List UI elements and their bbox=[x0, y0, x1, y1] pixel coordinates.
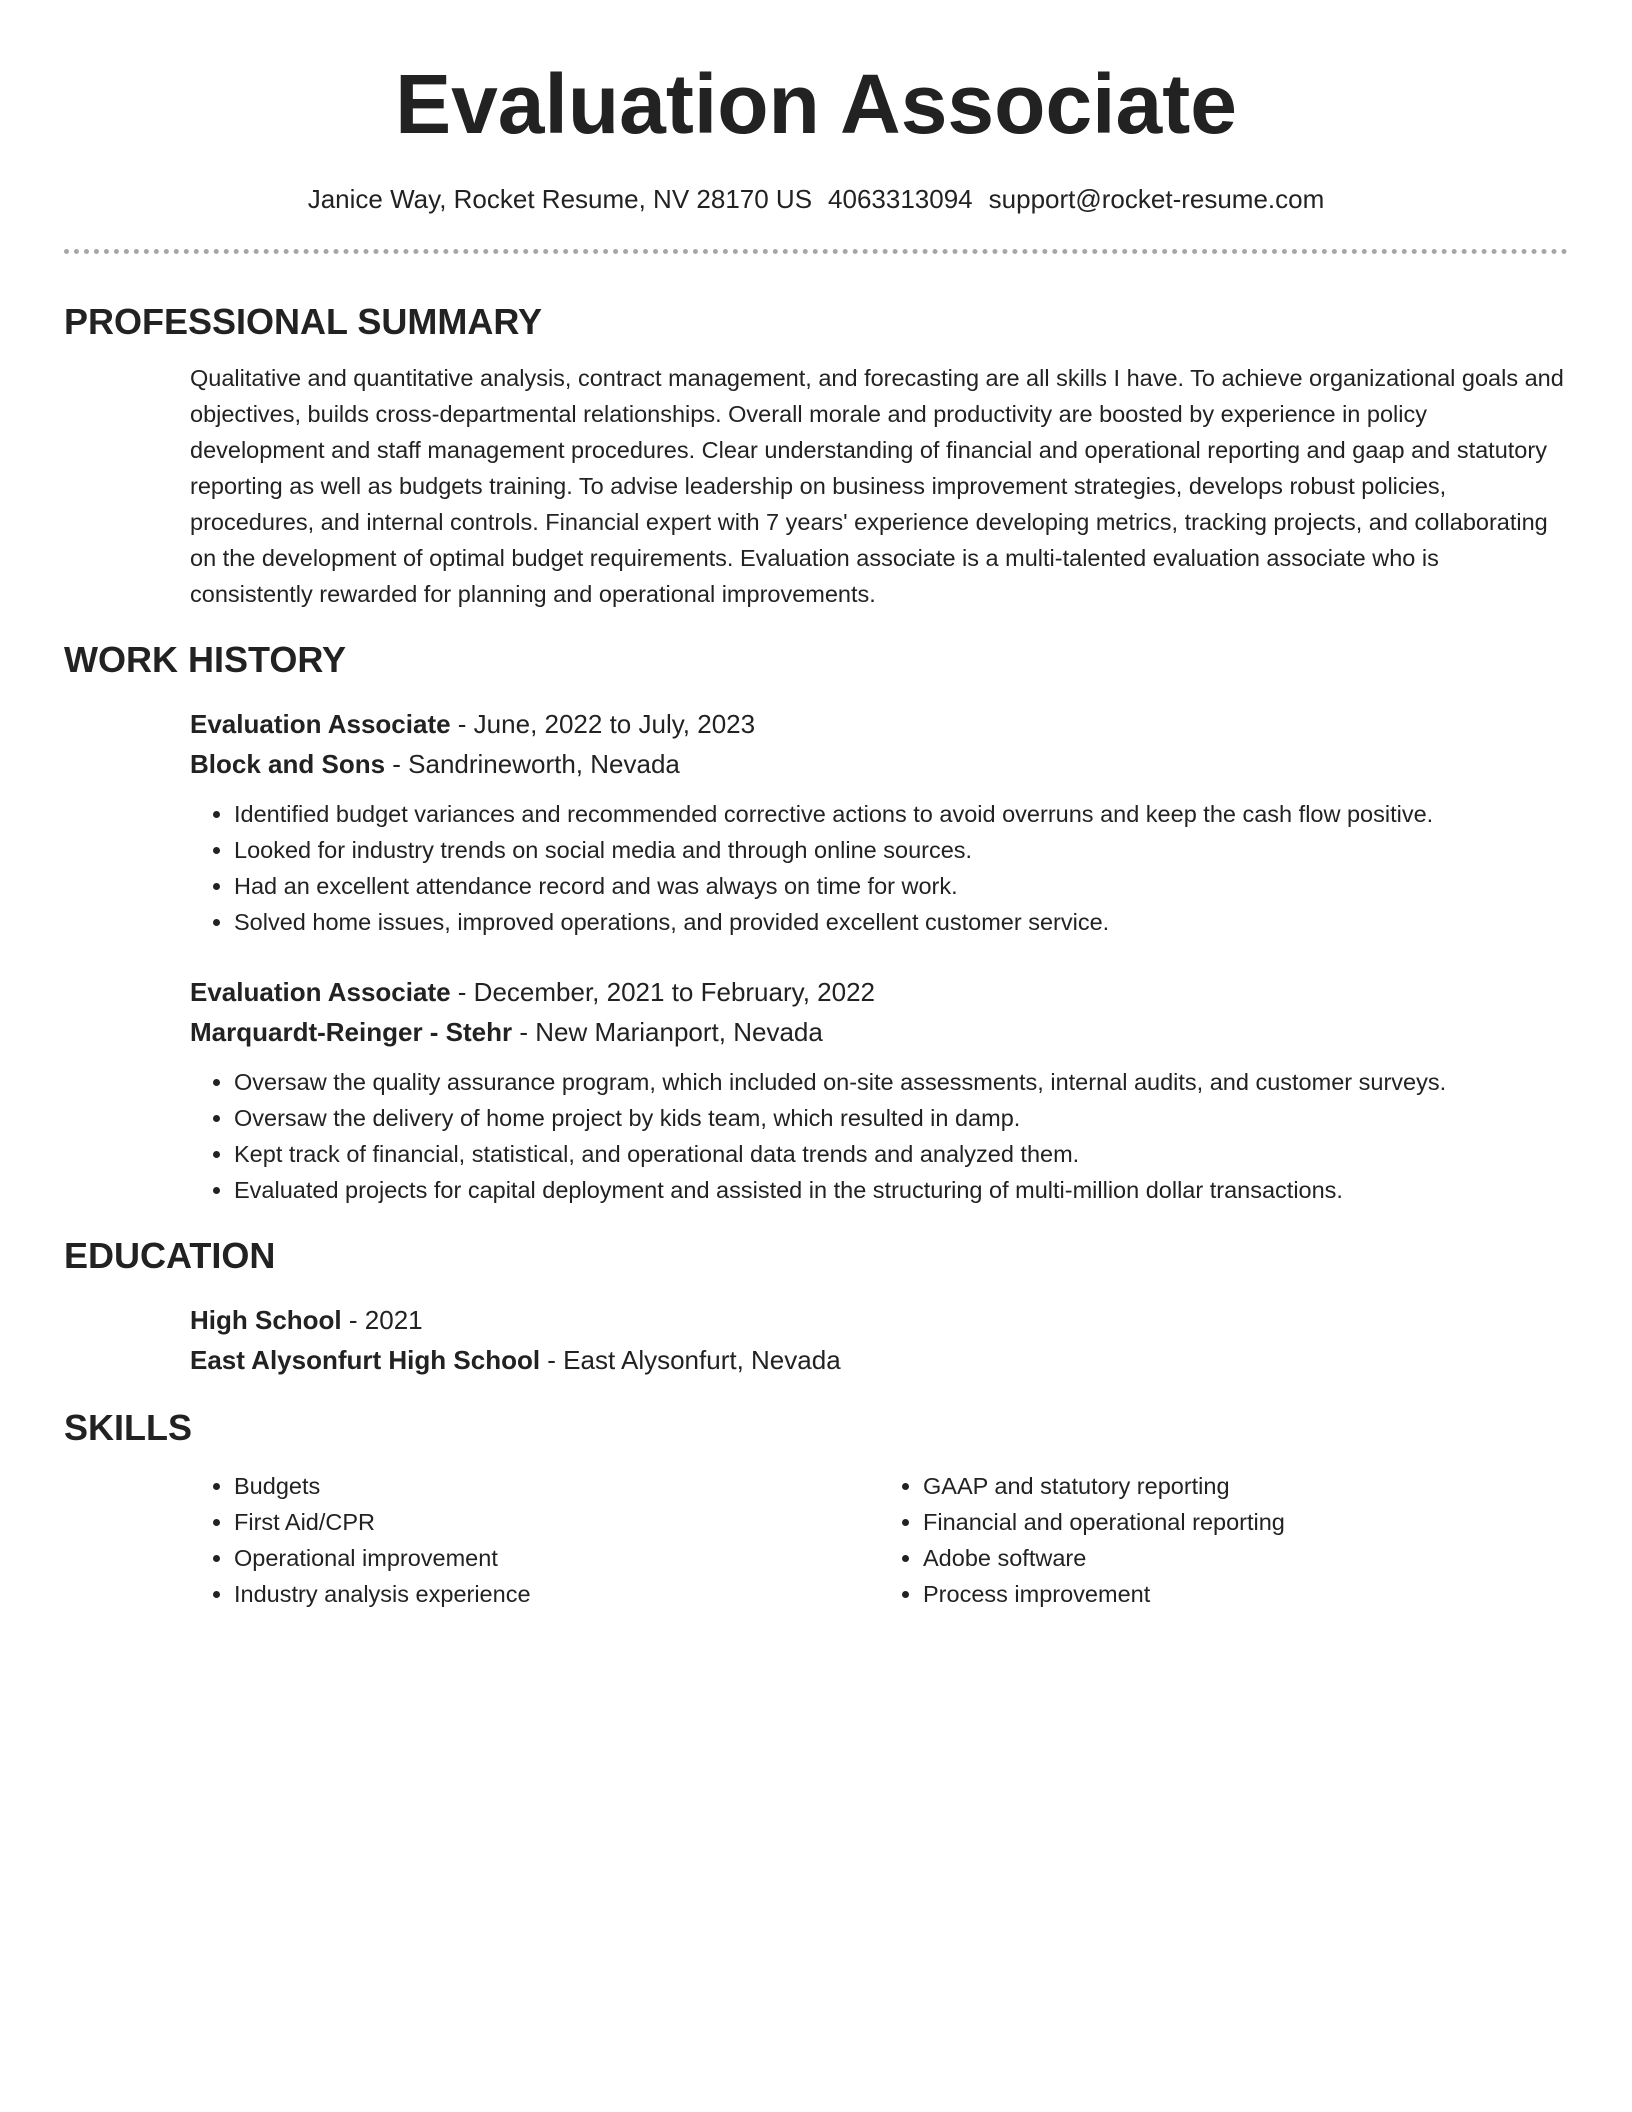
job-entry bbox=[190, 972, 1568, 1208]
skill-item: • First Aid/CPR bbox=[234, 1504, 879, 1540]
list-item: • Oversaw the delivery of home project by kids team, which resulted in damp. bbox=[234, 1100, 1568, 1136]
job-entry bbox=[190, 704, 1568, 940]
skill-item: • Budgets bbox=[234, 1468, 879, 1504]
education-entry bbox=[190, 1300, 1568, 1380]
list-item: • Kept track of financial, statistical, and operational data trends and analyzed them. bbox=[234, 1136, 1568, 1172]
summary-text: Qualitative and quantitative analysis, contract management, and forecasting are all skills I have. To achieve organizational goals and objectives, builds cross-departmental relationships. Overall morale and productivity are boosted by experience in policy development and staff management procedures. Clear understanding of financial and operational reporting and gaap and statutory reporting as well as budgets training. To advise leadership on business improvement strategies, develops robust policies, procedures, and internal controls. Financial expert with 7 years' experience developing metrics, tracking projects, and collaborating on the development of optimal budget requirements. Evaluation associate is a multi-talented evaluation associate who is consistently rewarded for planning and operational improvements. bbox=[190, 365, 1564, 607]
list-item: • Oversaw the quality assurance program, which included on-site assessments, internal audits, and customer surveys. bbox=[234, 1064, 1568, 1100]
skill-item: • Process improvement bbox=[923, 1576, 1568, 1612]
job-bullets bbox=[190, 1064, 1568, 1208]
resume-name-title: Evaluation Associate bbox=[395, 57, 1237, 151]
list-item: • Identified budget variances and recommended corrective actions to avoid overruns and keep the cash flow positive. bbox=[234, 796, 1568, 832]
education-year: - 2021 bbox=[341, 1305, 423, 1335]
education-location: - East Alysonfurt, Nevada bbox=[540, 1345, 841, 1375]
job-location: - Sandrineworth, Nevada bbox=[385, 749, 680, 779]
job-role: Evaluation Associate bbox=[190, 709, 451, 739]
skill-item: • Operational improvement bbox=[234, 1540, 879, 1576]
list-item: • Evaluated projects for capital deployment and assisted in the structuring of multi-million dollar transactions. bbox=[234, 1172, 1568, 1208]
job-company-line bbox=[190, 744, 1568, 784]
section-title-work-history: WORK HISTORY bbox=[64, 639, 347, 680]
list-item: • Solved home issues, improved operations, and provided excellent customer service. bbox=[234, 904, 1568, 940]
list-item: • Had an excellent attendance record and was always on time for work. bbox=[234, 868, 1568, 904]
job-bullets bbox=[190, 796, 1568, 940]
contact-phone: 4063313094 bbox=[828, 184, 973, 214]
education-school: East Alysonfurt High School bbox=[190, 1345, 541, 1375]
job-dates: - June, 2022 to July, 2023 bbox=[450, 709, 756, 739]
skills-grid bbox=[190, 1468, 1568, 1612]
skills-column-right bbox=[879, 1468, 1568, 1612]
skill-item: • Industry analysis experience bbox=[234, 1576, 879, 1612]
job-dates: - December, 2021 to February, 2022 bbox=[450, 977, 875, 1007]
job-role: Evaluation Associate bbox=[190, 977, 451, 1007]
header-divider bbox=[64, 249, 1568, 254]
job-role-line bbox=[190, 972, 1568, 1012]
contact-address: Janice Way, Rocket Resume, NV 28170 US bbox=[307, 184, 813, 214]
list-item: • Looked for industry trends on social media and through online sources. bbox=[234, 832, 1568, 868]
job-location: - New Marianport, Nevada bbox=[512, 1017, 823, 1047]
job-role-line bbox=[190, 704, 1568, 744]
contact-line bbox=[64, 182, 1568, 216]
section-title-education: EDUCATION bbox=[64, 1235, 276, 1276]
skills-column-left bbox=[190, 1468, 879, 1612]
education-degree: High School bbox=[190, 1305, 342, 1335]
skill-item: • GAAP and statutory reporting bbox=[923, 1468, 1568, 1504]
skill-item: • Adobe software bbox=[923, 1540, 1568, 1576]
section-title-summary: PROFESSIONAL SUMMARY bbox=[64, 301, 543, 342]
job-company: Marquardt-Reinger - Stehr bbox=[190, 1017, 513, 1047]
skill-item: • Financial and operational reporting bbox=[923, 1504, 1568, 1540]
education-school-line bbox=[190, 1340, 1568, 1380]
education-degree-line bbox=[190, 1300, 1568, 1340]
contact-email: support@rocket-resume.com bbox=[988, 184, 1325, 214]
job-company-line bbox=[190, 1012, 1568, 1052]
job-company: Block and Sons bbox=[190, 749, 386, 779]
section-title-skills: SKILLS bbox=[64, 1407, 193, 1448]
